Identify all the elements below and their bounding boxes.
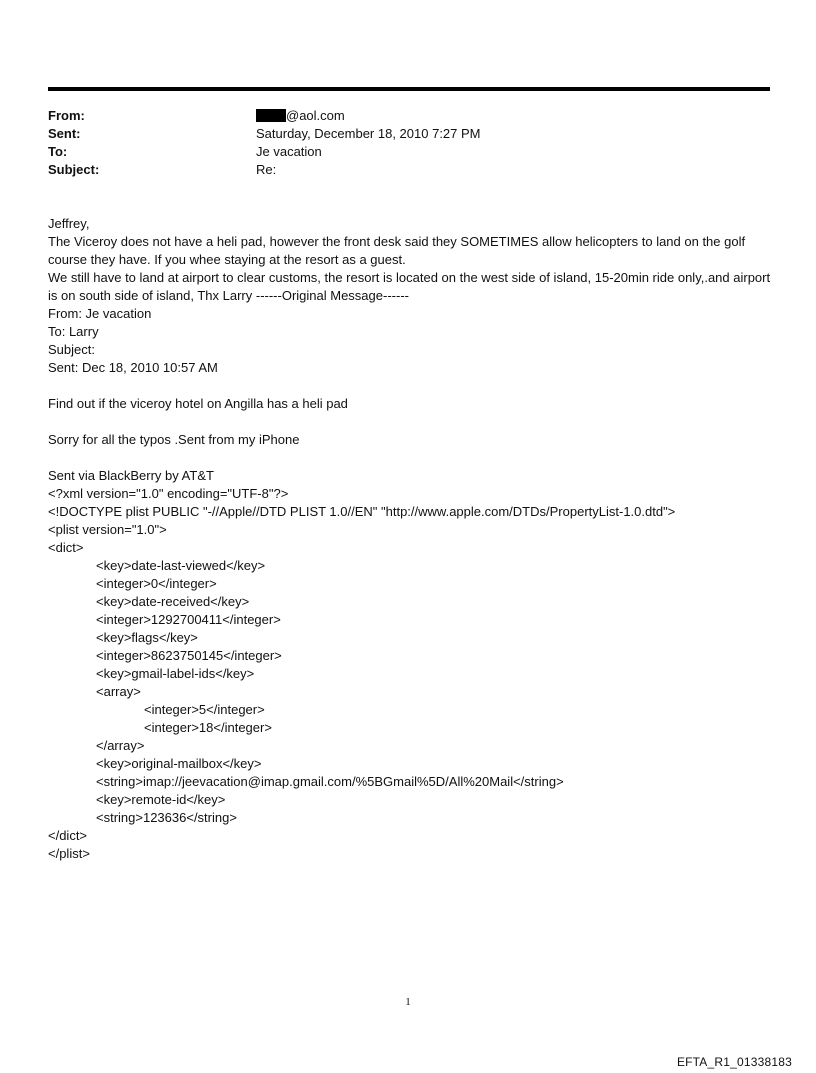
xml-line: <!DOCTYPE plist PUBLIC "-//Apple//DTD PLIST 1.0//EN" "http://www.apple.com/DTDs/PropertyList-1.0.dtd"> <box>48 504 676 519</box>
paragraph-2: We still have to land at airport to clear customs, the resort is located on the west side of island, 15-20min ride only,.and airport is on south side of island, Thx Larry ------Original Message------ <box>48 270 771 303</box>
original-subject: Subject: <box>48 342 95 357</box>
from-row <box>48 107 748 125</box>
sent-row <box>48 125 748 143</box>
blackberry-signature: Sent via BlackBerry by AT&T <box>48 468 214 483</box>
subject-label: Subject: <box>48 162 100 177</box>
to-row <box>48 143 748 161</box>
xml-line: <key>flags</key> <box>96 630 198 645</box>
subject-value: Re: <box>256 162 277 177</box>
xml-line: <array> <box>96 684 141 699</box>
page-number: 1 <box>405 996 411 1008</box>
original-from: From: Je vacation <box>48 306 152 321</box>
xml-line: </plist> <box>48 846 90 861</box>
xml-line: <integer>5</integer> <box>144 702 265 717</box>
original-to: To: Larry <box>48 324 99 339</box>
xml-line: </dict> <box>48 828 88 843</box>
redaction-block <box>256 109 286 122</box>
xml-line: <key>remote-id</key> <box>96 792 226 807</box>
to-value: Je vacation <box>256 144 322 159</box>
xml-line: </array> <box>96 738 145 753</box>
email-body <box>48 215 778 863</box>
paragraph-1: The Viceroy does not have a heli pad, however the front desk said they SOMETIMES allow helicopters to land on the golf course they have. If you whee staying at the resort as a guest. <box>48 234 746 267</box>
original-sent: Sent: Dec 18, 2010 10:57 AM <box>48 360 218 375</box>
xml-line: <?xml version="1.0" encoding="UTF-8"?> <box>48 486 289 501</box>
xml-line: <integer>1292700411</integer> <box>96 612 281 627</box>
greeting: Jeffrey, <box>48 216 90 231</box>
to-label: To: <box>48 144 68 159</box>
xml-line: <string>123636</string> <box>96 810 237 825</box>
xml-line: <integer>0</integer> <box>96 576 217 591</box>
email-header <box>48 107 748 179</box>
header-rule <box>48 87 770 91</box>
xml-line: <key>original-mailbox</key> <box>96 756 262 771</box>
subject-row <box>48 161 748 179</box>
document-id: EFTA_R1_01338183 <box>676 1055 792 1069</box>
xml-line: <integer>8623750145</integer> <box>96 648 282 663</box>
xml-line: <dict> <box>48 540 84 555</box>
xml-line: <key>date-received</key> <box>96 594 250 609</box>
from-label: From: <box>48 108 85 123</box>
sent-label: Sent: <box>48 126 81 141</box>
xml-line: <string>imap://jeevacation@imap.gmail.com/%5BGmail%5D/All%20Mail</string> <box>96 774 564 789</box>
from-value <box>256 107 748 125</box>
typos-note: Sorry for all the typos .Sent from my iPhone <box>48 432 300 447</box>
xml-line: <key>date-last-viewed</key> <box>96 558 266 573</box>
xml-line: <key>gmail-label-ids</key> <box>96 666 255 681</box>
sent-value: Saturday, December 18, 2010 7:27 PM <box>256 126 481 141</box>
original-text: Find out if the viceroy hotel on Angilla has a heli pad <box>48 396 348 411</box>
xml-line: <integer>18</integer> <box>144 720 272 735</box>
xml-line: <plist version="1.0"> <box>48 522 167 537</box>
from-address: @aol.com <box>286 108 345 123</box>
